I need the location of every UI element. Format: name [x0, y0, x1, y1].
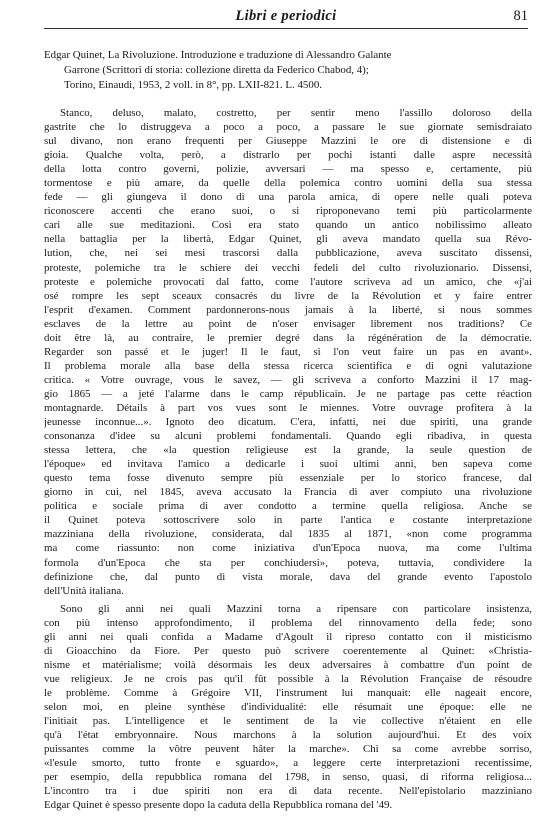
body-text-line: della lotta contro governi, polizie, avversari — ma spesso e, certamente, più [44, 163, 532, 176]
body-text-line: l'esprit d'examen. Comment pardonnerons-nous jamais à la liberté, si nous sommes [44, 303, 532, 316]
page-header [44, 8, 528, 29]
body-text-line: mazziniana della rivoluzione, considerata, dal 1835 al 1871, «non come programma [44, 528, 532, 541]
body-text-line: formola d'un'Epoca che sta per conchiudersi», poteva, tuttavia, condividere la [44, 556, 532, 569]
body-text-line: proteste e polemiche provocati dal fatto, come l'autore scriveva ad un amico, che «j'ai [44, 275, 532, 288]
citation-line: Edgar Quinet, La Rivoluzione. Introduzione e traduzione di Alessandro Galante [44, 49, 392, 61]
body-text-line: nisme et matérialisme; voilà désormais les deux adversaires à combattre d'un point de [44, 658, 532, 671]
body-text-line: per esempio, della repubblica romana del 1798, in senso, quasi, di riforma religiosa... [44, 771, 532, 784]
body-text-line: montagnarde. Détails à part vos vues sont le miennes. Votre ouvrage profitera à la [44, 401, 532, 414]
citation-line: Torino, Einaudi, 1953, 2 voll. in 8°, pp. LXII-821. L. 4500. [64, 79, 322, 91]
body-text-line: osé rompre les sept sceaux consacrés du livre de la Révolution et y faire entrer [44, 289, 532, 302]
body-text-line: questo tema fosse divenuto sempre più essenziale per lo storico francese, dal [44, 472, 532, 485]
body-text-line: Sono gli anni nei quali Mazzini torna a ripensare con particolare insistenza, [60, 602, 532, 615]
body-text-line: critica. « Votre ouvrage, vous le savez, — gli scriveva a conforto Mazzini il 17 mag- [44, 373, 532, 386]
body-text-line: esclaves de la lettre au point de n'oser envisager librement nos traditions? Ce [44, 317, 532, 330]
body-text-line: di Gioacchino da Fiore. Per questo può scrivere coerentemente al Quinet: «Christia- [44, 644, 532, 657]
body-text-line: le problème. Comme à Grégoire VII, l'instrument lui manquait: elle nageait encore, [44, 686, 532, 699]
body-text-line: l'époque» ed invitava l'amico a dedicarle i suoi ultimi anni, ben sapeva come [44, 458, 532, 471]
body-text-line: nella battaglia per la libertà, Edgar Quinet, gli aveva mandato quella sua Révo- [44, 233, 532, 246]
body-text-line: «l'esule smorto, tutto fronte e sguardo», a leggere certe interpretazioni recentissime, [44, 757, 532, 770]
body-text-line: l'initiait pas. L'intelligence et le sentiment de la vie collective n'étaient en elle [44, 715, 532, 728]
body-text-line: gio 1865 — a jeté l'alarme dans le camp républicain. Je ne partage pas cette réaction [44, 387, 532, 400]
body-text-line: gastrite che lo distruggeva a poco a poco, a passare le sue giornate semisdraiato [44, 121, 532, 134]
running-head: Libri e periodici [235, 8, 337, 24]
body-text-line: consonanza d'idee su alcuni problemi fondamentali. Quando egli ribadiva, in questa [44, 430, 532, 443]
body-text-line: riconoscere accenti che erano suoi, o si riproponevano temi più particolarmente [44, 205, 532, 218]
body-text-line: con più intenso approfondimento, il problema del rinnovamento della fede; sono [44, 616, 532, 629]
body-text-line: definizione che, dal punto di vista morale, dava del grande evento l'apostolo [44, 570, 532, 583]
body-text-line: jeunesse inconnue...». Ignoto deo dicatum. C'era, infatti, nei due spiriti, una grande [44, 416, 532, 429]
body-text-line: lution, che, nei sei mesi trascorsi dalla pubblicazione, aveva suscitato dissensi, [44, 247, 532, 260]
body-text-line: selon moi, en pleine synthèse d'individualité: elle résumait une époque: elle ne [44, 700, 532, 713]
body-text-line: cari alle sue meditazioni. Così era stato quando un antico nobilissimo alleato [44, 219, 532, 232]
body-text-line: gli anni nei quali confida a Madame d'Agoult il ripreso contatto con il misticismo [44, 630, 532, 643]
body-text-line: L'incontro tra i due spiriti non era di data recente. Nell'epistolario mazziniano [44, 785, 532, 798]
review-body [44, 106, 532, 812]
body-text-line: ma come riassunto: non come iniziativa d'un'Epoca nuova, ma come l'ultima [44, 542, 532, 555]
body-text-line: il Quinet poteva sottoscrivere solo in parte l'antica e costante interpretazione [44, 514, 532, 527]
body-text-line: fede — gli giungeva il dono di una parola amica, di opere nelle quali poteva [44, 191, 532, 204]
body-text-line: qu'à l'état embryonnaire. Nous marchons à la solution aujourd'hui. Et des voix [44, 729, 532, 742]
body-text-line: proteste, polemiche tra le schiere dei vecchi fedeli del culto rivoluzionario. Dissensi, [44, 261, 532, 274]
body-text-line: Il problema morale alla base della stessa ricerca scientifica e di ogni valutazione [44, 359, 532, 372]
body-text-line: Stanco, deluso, malato, costretto, per sentir meno l'assillo doloroso della [60, 107, 532, 119]
body-text-line: Edgar Quinet è spesso presente dopo la caduta della Repubblica romana del '49. [44, 799, 393, 812]
paragraph-1 [44, 106, 532, 598]
body-text-line: gioia. Qualche volta, però, a distrarlo per pochi istanti dalle aspre necessità [44, 149, 532, 162]
body-text-line: vue religieux. Je ne crois pas qu'il fût possible à la Révolution Française de résoudre [44, 672, 532, 685]
body-text-line: giorno in cui, nel 1845, aveva accusato la Francia di aver compiuto una rivoluzione [44, 486, 532, 499]
page-number: 81 [513, 8, 528, 24]
body-text-line: doit être là, au contraire, le premier degré dans la régénération de la démocratie. [44, 331, 532, 344]
body-text-line: puissantes comme la vôtre peuvent hâter la marche». Chi sa come avrebbe sorriso, [44, 743, 532, 756]
book-citation [44, 48, 532, 93]
body-text-line: dell'Unità italiana. [44, 584, 124, 597]
paragraph-2 [44, 602, 532, 813]
citation-line: Garrone (Scrittori di storia: collezione diretta da Federico Chabod, 4); [64, 64, 369, 76]
body-text-line: stessa lettera, che «la question religieuse est la grande, la seule question de [44, 444, 532, 457]
body-text-line: politica e sociale prima di aver condotto a termine quella religiosa. Anche se [44, 500, 532, 513]
body-text-line: tormentose e più amare, da quelle della polemica contro uomini della sua stessa [44, 177, 532, 190]
body-text-line: Regarder son passé et le juger! Il le faut, si l'on veut faire un pas en avant». [44, 345, 532, 358]
body-text-line: sul divano, non erano frequenti per Giuseppe Mazzini le ore di distensione e di [44, 135, 532, 148]
